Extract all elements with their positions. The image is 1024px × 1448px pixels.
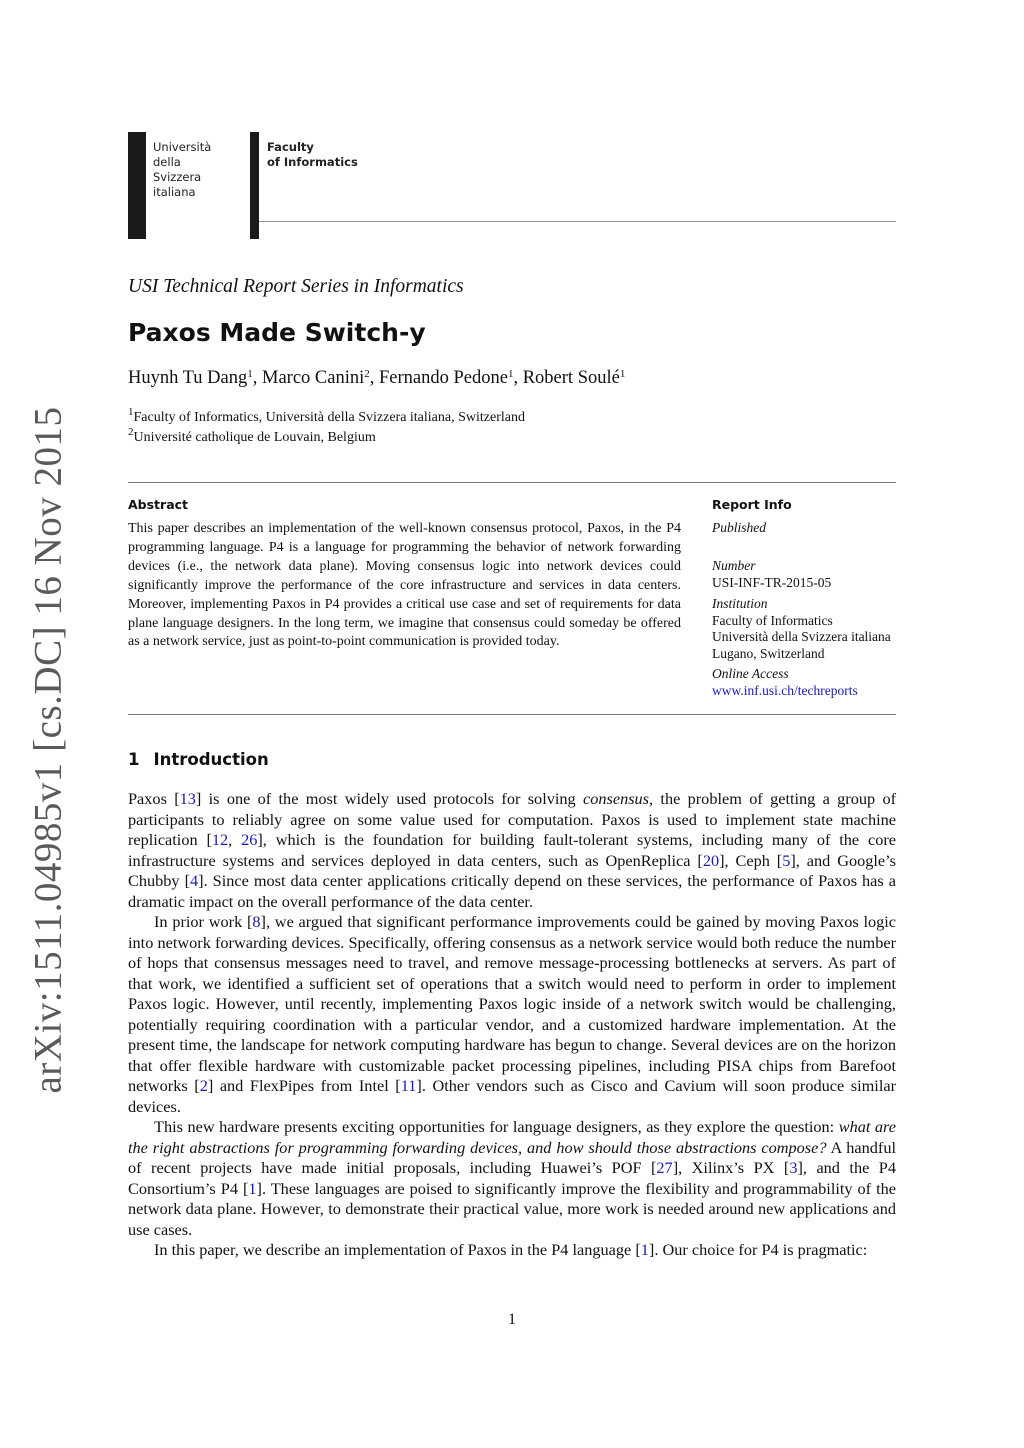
paper-title: Paxos Made Switch-y [128,318,426,347]
report-info-published [712,520,766,537]
affiliation-number: 2 [128,426,134,438]
text-run: ]. These languages are poised to significantly improve the flexibility and programmability of the network data plane. However, to demonstrate their practical value, more work is needed around new applications and use cases. [128,1178,896,1239]
citation-link[interactable]: 2 [199,1076,208,1095]
report-number: USI-INF-TR-2015-05 [712,574,832,590]
text-run: ], and the P4 Consortium’s P4 [ [128,1158,896,1198]
institution-line: Lugano, Switzerland [712,645,825,661]
report-series: USI Technical Report Series in Informatics [128,276,464,297]
report-info-institution [712,596,891,662]
logo-rule [259,221,896,222]
techreports-link[interactable]: www.inf.usi.ch/techreports [712,682,858,698]
faculty-line: of Informatics [267,155,358,169]
university-name [153,140,211,200]
text-run: , the problem of getting a group of participants to reliably agree on some value used for computation. Paxos is used to implement state machine replication [ [128,789,897,849]
section-title: Introduction [153,750,269,769]
abstract-top-rule [128,482,896,483]
section-heading [128,750,269,769]
author-affiliation-mark: 1 [507,368,514,380]
citation-link[interactable]: 8 [252,912,261,931]
section-number: 1 [128,750,140,769]
logo-bar-left [128,132,146,239]
body-paragraph [128,1240,896,1261]
text-run: ], Xilinx’s PX [ [672,1158,790,1177]
abstract-text: This paper describes an implementation of the well-known consensus protocol, Paxos, in the P4 programming language. P4 is a language for programming the behavior of network forwarding devices (i.e., the network data plane). Moving consensus logic into network devices could significantly improve the performance of the core infrastructure and services in data centers. Moreover, implementing Paxos in P4 provides a critical use case and set of requirements for data plane language designers. In the long term, we imagine that consensus could someday be offered as a network service, just as point-to-point communication is provided today. [128,521,681,650]
abstract-bottom-rule [128,714,896,715]
author-name: Robert Soulé [522,368,620,388]
abstract-heading: Abstract [128,497,189,512]
citation-link[interactable]: 3 [789,1158,798,1177]
author-affiliation-mark: 1 [247,368,253,380]
text-run: In prior work [ [154,912,253,931]
author-name: Marco Canini [262,368,365,388]
emphasized-text: consensus [583,789,650,808]
published-label: Published [712,520,766,535]
citation-link[interactable]: 12 [211,830,229,849]
text-run: ], and Google’s Chubby [ [128,850,897,890]
body-text [128,789,896,1261]
author-affiliation-mark: 2 [364,368,370,380]
page-number: 1 [508,1311,516,1328]
affiliation-number: 1 [128,406,134,418]
institution-line: Faculty of Informatics [712,612,833,628]
emphasized-text: what are the right abstractions for programming forwarding devices, and how should those abstractions compose? [128,1117,896,1157]
online-access-label: Online Access [712,666,789,681]
author-affiliation-mark: 1 [619,368,626,380]
institution-line: Università della Svizzera italiana [712,629,891,644]
citation-link[interactable]: 11 [400,1076,417,1095]
citation-link[interactable]: 5 [782,850,791,870]
citation-link[interactable]: 1 [640,1240,649,1259]
citation-link[interactable]: 20 [702,850,720,870]
citation-link[interactable]: 27 [656,1158,673,1177]
author-name: Huynh Tu Dang [128,368,248,388]
text-run: ] is one of the most widely used protocols for solving [195,789,583,808]
faculty-name [267,140,358,170]
university-line: della [153,155,181,169]
author-list: Huynh Tu Dang$^1$, Marco Canini$^2$, Fernando Pedone$^1$, Robert Soulé$^1$ [128,368,626,388]
text-run: ]. Since most data center applications critically depend on these services, the performance of Paxos has a dramatic impact on the overall performance of the data center. [128,871,896,911]
affiliation-1 [128,406,525,426]
university-line: italiana [153,185,196,199]
university-line: Università [153,140,212,154]
arxiv-stamp: arXiv:1511.04985v1 [cs.DC] 16 Nov 2015 [26,406,70,1094]
affiliation-2 [128,426,376,446]
affiliation-text: Faculty of Informatics, Università della Svizzera italiana, Switzerland [133,410,525,425]
report-info-heading: Report Info [712,497,792,512]
affiliation-text: Université catholique de Louvain, Belgium [133,430,376,445]
body-paragraph [128,1117,896,1240]
report-info-number [712,558,831,591]
university-line: Svizzera [153,170,202,184]
text-run: ], Ceph [ [719,850,783,870]
text-run: ] and FlexPipes from Intel [ [207,1076,401,1095]
citation-link[interactable]: 13 [179,789,196,808]
text-run: ], which is the foundation for building fault-tolerant systems, including many of the core infrastructure systems and services deployed in data centers, such as OpenReplica [ [128,830,897,870]
text-run: In this paper, we describe an implementation of Paxos in the P4 language [ [154,1240,641,1259]
text-run: ]. Other vendors such as Cisco and Cavium will soon produce similar devices. [128,1076,897,1116]
citation-link[interactable]: 26 [241,830,258,849]
text-run: Paxos [ [128,789,180,808]
author-name: Fernando Pedone [379,368,508,388]
text-run: ], we argued that significant performance improvements could be gained by moving Paxos logic into network forwarding devices. Specifically, offering consensus as a network service would both reduce the number of hops that consensus messages need to travel, and remove message-processing bottlenecks at servers. As part of that work, we identified a sufficient set of operations that a switch would need to perform in order to implement Paxos logic. However, until recently, implementing Paxos logic inside of a network switch would be challenging, potentially requiring coordination with a particular vendor, and a customized hardware implementation. At the present time, the landscape for network computing hardware has begun to change. Several devices are on the horizon that offer flexible hardware with customizable packet processing pipelines, including PISA chips from Barefoot networks [ [128,912,896,1095]
citation-link[interactable]: 1 [248,1178,257,1198]
number-label: Number [712,558,756,573]
text-run: A handful of recent projects have made initial proposals, including Huawei’s POF [ [128,1137,896,1177]
text-run: , [228,830,242,849]
logo-bar-right [250,132,259,239]
body-paragraph [128,789,896,912]
body-paragraph [128,912,896,1117]
text-run: ]. Our choice for P4 is pragmatic: [648,1240,868,1259]
institution-label: Institution [712,596,768,611]
faculty-line: Faculty [267,140,314,154]
report-info-online [712,666,858,699]
citation-link[interactable]: 4 [190,871,199,890]
text-run: This new hardware presents exciting opportunities for language designers, as they explore the question: [154,1117,839,1136]
